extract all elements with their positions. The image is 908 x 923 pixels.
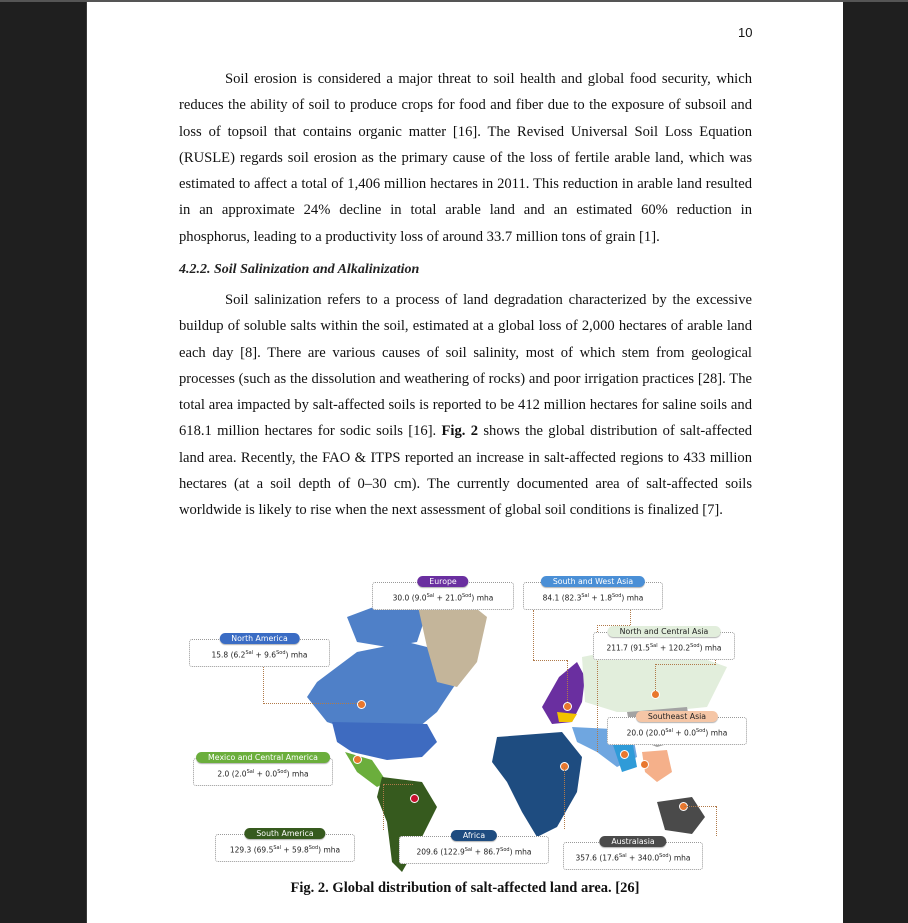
region-name-pill: South and West Asia <box>541 576 645 587</box>
paragraph-soil-salinization <box>179 287 752 524</box>
page-number: 10 <box>738 25 753 40</box>
north-central-asia-marker <box>651 690 660 699</box>
region-name-pill: Southeast Asia <box>636 711 718 722</box>
region-name-pill: South America <box>244 828 325 839</box>
leader-line <box>533 660 567 661</box>
label-southeast-asia: Southeast Asia 20.0 $(20.0^{Sal} + 0.0^{Sod})$ mha <box>607 717 747 745</box>
leader-line <box>655 664 656 691</box>
leader-line <box>630 610 631 625</box>
paragraph-text: Soil salinization refers to a process of land degradation characterized by the excessive buildup of soluble salts within the soil, estimated at a global loss of 2,000 hectares of arable land each day [8]. There are various causes of soil salinity, most of which stem from geological processes (such as the dissolution and weathering of rocks) and poor irrigation practices [28]. The total area impacted by salt-affected soils is reported to be 412 million hectares for saline soils and 618.1 million hectares for sodic soils [16]. <box>179 292 752 440</box>
label-mexico-central-america: Mexico and Central America 2.0 $(2.0^{Sal} + 0.0^{Sod})$ mha <box>193 758 333 786</box>
paragraph-text: shows the global distribution of salt-affected land area. Recently, the FAO & ITPS reported an increase in salt-affected regions to 433 million hectares (at a soil depth of 0–30 cm). The currently documented area of salt-affected soils worldwide is likely to rise when the next assessment of global soil conditions is finalized [7]. <box>179 423 752 519</box>
label-south-america: South America 129.3 $(69.5^{Sal} + 59.8^{Sod})$ mha <box>215 834 355 862</box>
figure-caption: Fig. 2. Global distribution of salt-affected land area. [26] <box>290 880 640 896</box>
leader-line <box>655 664 715 665</box>
south-west-asia-marker <box>620 750 629 759</box>
southeast-asia-marker <box>640 760 649 769</box>
mexico-marker <box>353 755 362 764</box>
paragraph-soil-erosion: Soil erosion is considered a major threat to soil health and global food security, which reduces the ability of soil to produce crops for food and fiber due to the exposure of subsoil and loss of topsoil that contains organic matter [16]. The Revised Universal Soil Loss Equation (RUSLE) regards soil erosion as the primary cause of the loss of fertile arable land, which was estimated to affect a total of 1,406 million hectares in 2011. This reduction in arable land resulted in an approximate 24% decline in total arable land and an estimated 60% reduction in phosphorus, leading to a productivity loss of around 33.7 million tons of grain [1]. <box>179 71 752 245</box>
label-australasia: Australasia 357.6 $(17.6^{Sal} + 340.0^{Sod})$ mha <box>563 842 703 870</box>
label-north-central-asia: North and Central Asia 211.7 $(91.5^{Sal} + 120.2^{Sod})$ mha <box>593 632 735 660</box>
label-south-west-asia: South and West Asia 84.1 $(82.3^{Sal} + 1.8^{Sod})$ mha <box>523 582 663 610</box>
leader-line <box>684 806 716 807</box>
leader-line <box>533 610 534 660</box>
section-heading: 4.2.2. Soil Salinization and Alkalinization <box>179 262 420 277</box>
leader-line <box>564 767 565 829</box>
south-america-marker <box>410 794 419 803</box>
leader-line <box>263 703 359 704</box>
region-name-pill: North America <box>219 633 299 644</box>
world-map-figure <box>187 572 747 872</box>
leader-line <box>716 806 717 836</box>
label-north-america: North America 15.8 $(6.2^{Sal} + 9.6^{Sod})$ mha <box>189 639 330 667</box>
label-africa: Africa 209.6 $(122.9^{Sal} + 86.7^{Sod})$ mha <box>399 836 549 864</box>
region-name-pill: North and Central Asia <box>608 626 721 637</box>
north-america-marker <box>357 700 366 709</box>
figure-reference-link[interactable]: Fig. 2 <box>441 423 479 440</box>
leader-line <box>383 784 384 830</box>
leader-line <box>383 784 413 785</box>
document-page <box>86 2 843 923</box>
region-name-pill: Africa <box>451 830 497 841</box>
region-name-pill: Mexico and Central America <box>196 752 330 763</box>
label-europe: Europe 30.0 $(9.0^{Sal} + 21.0^{Sod})$ mha <box>372 582 514 610</box>
region-name-pill: Australasia <box>599 836 666 847</box>
region-name-pill: Europe <box>417 576 468 587</box>
leader-line <box>567 660 568 704</box>
